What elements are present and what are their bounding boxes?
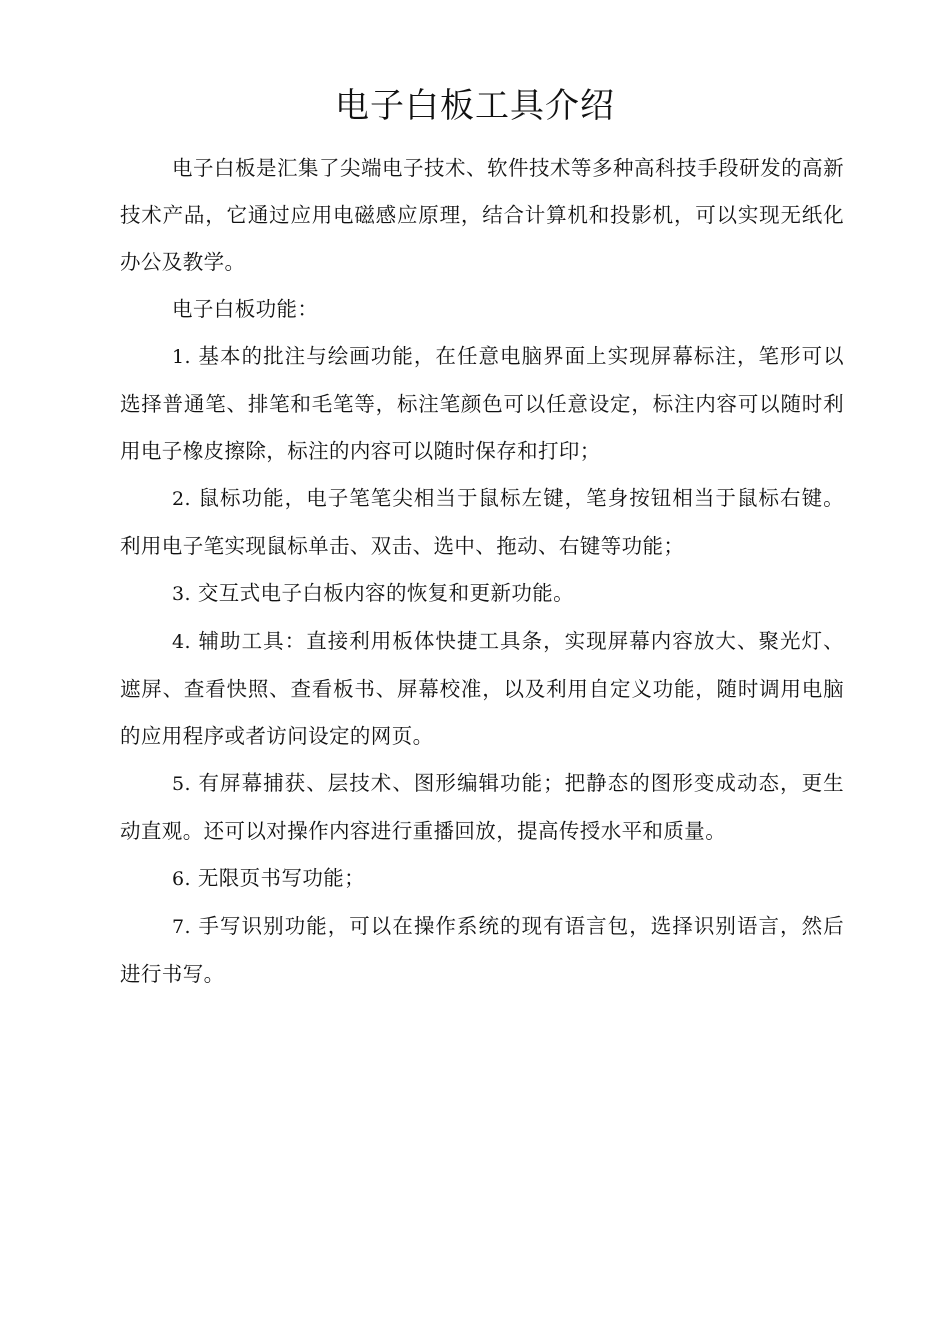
item-number: 6. [172, 868, 191, 890]
intro-paragraph: 电子白板是汇集了尖端电子技术、软件技术等多种高科技手段研发的高新技术产品，它通过应用电磁感应原理，结合计算机和投影机，可以实现无纸化办公及教学。 [120, 156, 844, 274]
list-item [120, 333, 844, 475]
item-number: 7. [172, 916, 191, 938]
section-heading: 电子白板功能： [172, 297, 319, 321]
list-item [120, 760, 844, 855]
item-number: 1. [172, 346, 191, 368]
list-item [120, 855, 844, 903]
item-number: 5. [172, 773, 191, 795]
item-number: 2. [172, 488, 191, 510]
item-number: 4. [172, 631, 191, 653]
list-item [120, 570, 844, 618]
item-text: 交互式电子白板内容的恢复和更新功能。 [197, 581, 575, 605]
item-text: 鼠标功能，电子笔笔尖相当于鼠标左键，笔身按钮相当于鼠标右键。利用电子笔实现鼠标单击、双击、选中、拖动、右键等功能； [120, 486, 845, 558]
list-item [120, 475, 844, 570]
list-item [120, 903, 844, 998]
item-text: 基本的批注与绘画功能，在任意电脑界面上实现屏幕标注，笔形可以选择普通笔、排笔和毛笔等，标注笔颜色可以任意设定，标注内容可以随时利用电子橡皮擦除，标注的内容可以随时保存和打印； [120, 344, 845, 463]
document-body [120, 145, 844, 998]
item-text: 有屏幕捕获、层技术、图形编辑功能；把静态的图形变成动态，更生动直观。还可以对操作内容进行重播回放，提高传授水平和质量。 [120, 771, 845, 843]
item-number: 3. [172, 583, 191, 605]
item-text: 手写识别功能，可以在操作系统的现有语言包，选择识别语言，然后进行书写。 [120, 914, 845, 986]
list-item [120, 618, 844, 760]
item-text: 辅助工具：直接利用板体快捷工具条，实现屏幕内容放大、聚光灯、遮屏、查看快照、查看板书、屏幕校准，以及利用自定义功能，随时调用电脑的应用程序或者访问设定的网页。 [120, 629, 845, 748]
document-title: 电子白板工具介绍 [335, 86, 615, 126]
item-text: 无限页书写功能； [197, 866, 366, 890]
